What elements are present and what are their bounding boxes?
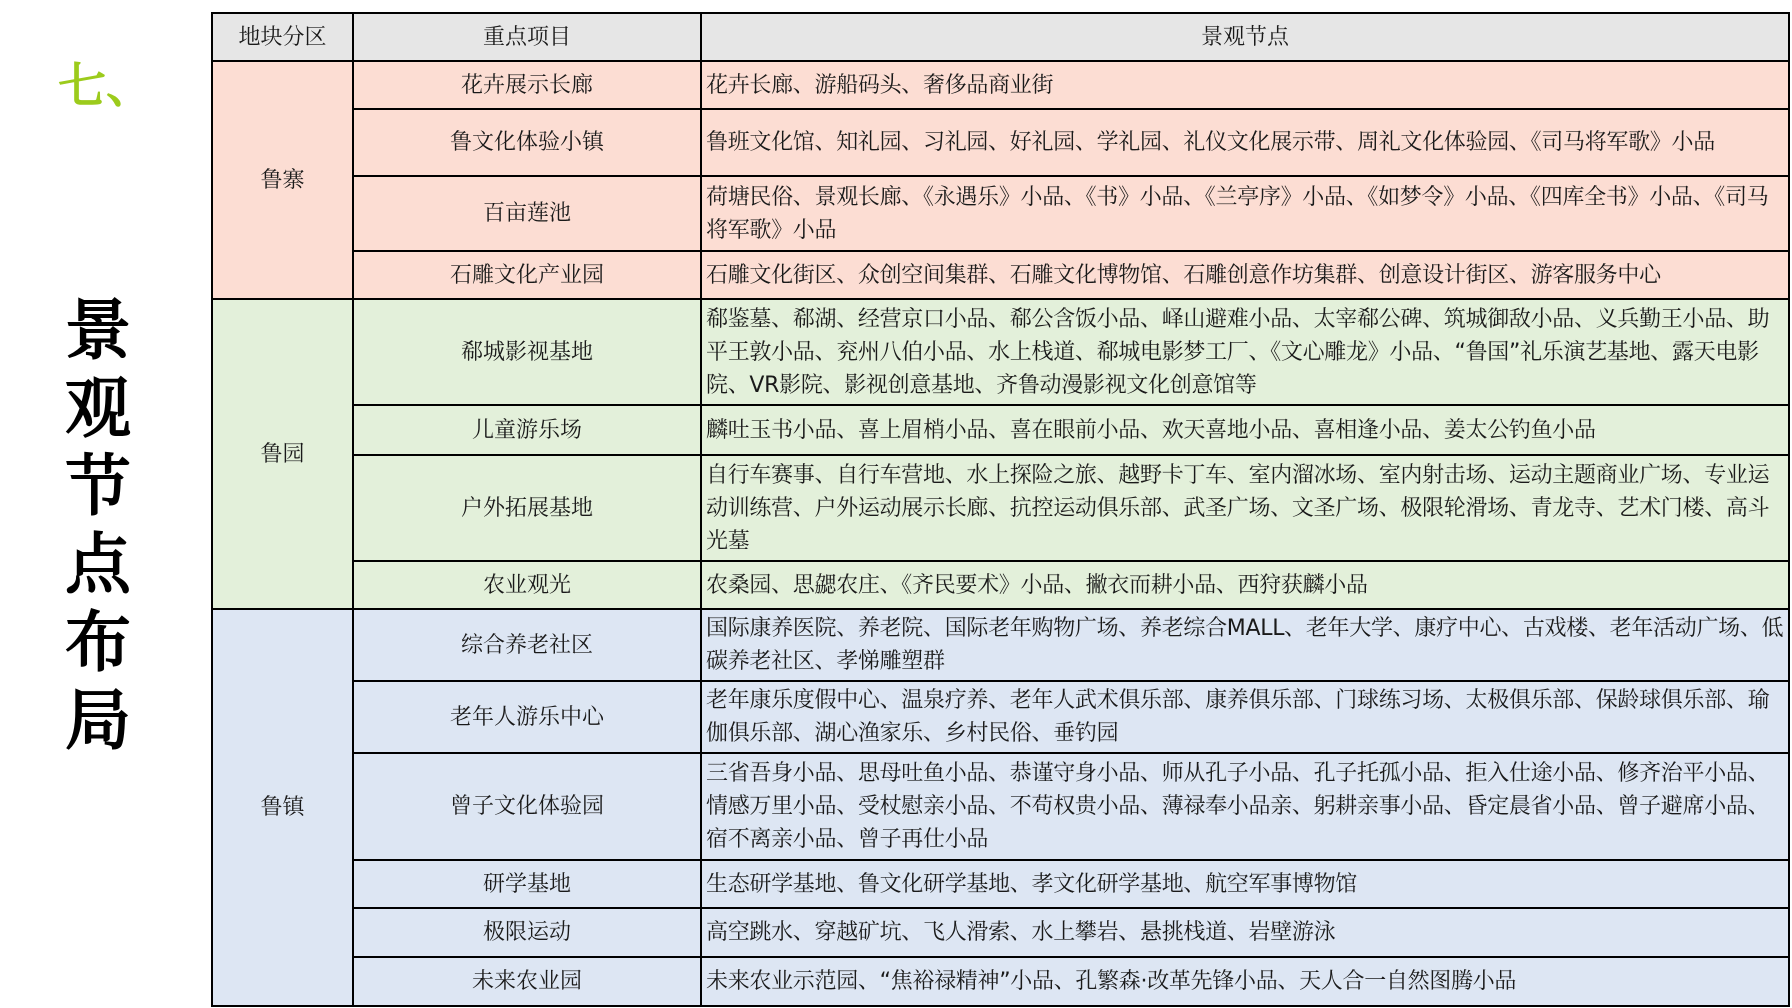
zone-cell-luzhen: 鲁镇 xyxy=(212,609,353,1006)
nodes-cell: 自行车赛事、自行车营地、水上探险之旅、越野卡丁车、室内溜冰场、室内射击场、运动主题商业广场、专业运动训练营、户外运动展示长廊、抗控运动俱乐部、武圣广场、文圣广场、极限轮滑场、青龙寺、艺术门楼、高斗光墓 xyxy=(701,455,1789,561)
table-row xyxy=(212,299,1789,405)
nodes-cell: 石雕文化街区、众创空间集群、石雕文化博物馆、石雕创意作坊集群、创意设计街区、游客服务中心 xyxy=(701,251,1789,299)
project-cell: 鲁文化体验小镇 xyxy=(353,109,701,176)
section-number: 七、 xyxy=(58,58,155,114)
header-nodes: 景观节点 xyxy=(701,13,1789,61)
project-cell: 老年人游乐中心 xyxy=(353,681,701,753)
table-row xyxy=(212,860,1789,908)
nodes-cell: 郗鉴墓、郗湖、经营京口小品、郗公含饭小品、峄山避难小品、太宰郗公碑、筑城御敌小品、义兵勤王小品、助平王敦小品、兖州八伯小品、水上栈道、郗城电影梦工厂、《文心雕龙》小品、“鲁国”礼乐演艺基地、露天电影院、VR影院、影视创意基地、齐鲁动漫影视文化创意馆等 xyxy=(701,299,1789,405)
nodes-cell: 农桑园、思勰农庄、《齐民要术》小品、撇衣而耕小品、西狩获麟小品 xyxy=(701,561,1789,609)
zone-cell-luyuan: 鲁园 xyxy=(212,299,353,609)
table-row xyxy=(212,109,1789,176)
nodes-cell: 麟吐玉书小品、喜上眉梢小品、喜在眼前小品、欢天喜地小品、喜相逢小品、姜太公钓鱼小品 xyxy=(701,405,1789,455)
project-cell: 曾子文化体验园 xyxy=(353,753,701,860)
nodes-cell: 三省吾身小品、思母吐鱼小品、恭谨守身小品、师从孔子小品、孔子托孤小品、拒入仕途小品、修齐治平小品、情感万里小品、受杖慰亲小品、不苟权贵小品、薄禄奉小品亲、躬耕亲事小品、昏定晨省小品、曾子避席小品、宿不离亲小品、曾子再仕小品 xyxy=(701,753,1789,860)
page-title: 景观节点布局 xyxy=(65,292,131,759)
project-cell: 研学基地 xyxy=(353,860,701,908)
table-row xyxy=(212,908,1789,957)
header-zone: 地块分区 xyxy=(212,13,353,61)
nodes-cell: 老年康乐度假中心、温泉疗养、老年人武术俱乐部、康养俱乐部、门球练习场、太极俱乐部、保龄球俱乐部、瑜伽俱乐部、湖心渔家乐、乡村民俗、垂钓园 xyxy=(701,681,1789,753)
nodes-cell: 未来农业示范园、“焦裕禄精神”小品、孔繁森·改革先锋小品、天人合一自然图腾小品 xyxy=(701,957,1789,1006)
project-cell: 花卉展示长廊 xyxy=(353,61,701,109)
nodes-cell: 高空跳水、穿越矿坑、飞人滑索、水上攀岩、悬挑栈道、岩壁游泳 xyxy=(701,908,1789,957)
left-panel xyxy=(0,0,200,1008)
table-row xyxy=(212,61,1789,109)
project-cell: 综合养老社区 xyxy=(353,609,701,681)
project-cell: 儿童游乐场 xyxy=(353,405,701,455)
project-cell: 农业观光 xyxy=(353,561,701,609)
project-cell: 石雕文化产业园 xyxy=(353,251,701,299)
landscape-node-table xyxy=(211,12,1790,1007)
zone-cell-luzhai: 鲁寨 xyxy=(212,61,353,299)
landscape-node-table-container xyxy=(211,12,1788,1007)
project-cell: 郗城影视基地 xyxy=(353,299,701,405)
table-row xyxy=(212,405,1789,455)
nodes-cell: 花卉长廊、游船码头、奢侈品商业街 xyxy=(701,61,1789,109)
project-cell: 户外拓展基地 xyxy=(353,455,701,561)
table-row xyxy=(212,561,1789,609)
project-cell: 未来农业园 xyxy=(353,957,701,1006)
table-row xyxy=(212,251,1789,299)
project-cell: 百亩莲池 xyxy=(353,176,701,251)
table-row xyxy=(212,957,1789,1006)
table-row xyxy=(212,753,1789,860)
nodes-cell: 国际康养医院、养老院、国际老年购物广场、养老综合MALL、老年大学、康疗中心、古戏楼、老年活动广场、低碳养老社区、孝悌雕塑群 xyxy=(701,609,1789,681)
table-header-row xyxy=(212,13,1789,61)
header-project: 重点项目 xyxy=(353,13,701,61)
nodes-cell: 荷塘民俗、景观长廊、《永遇乐》小品、《书》小品、《兰亭序》小品、《如梦令》小品、《四库全书》小品、《司马将军歌》小品 xyxy=(701,176,1789,251)
project-cell: 极限运动 xyxy=(353,908,701,957)
table-row xyxy=(212,609,1789,681)
table-row xyxy=(212,681,1789,753)
table-row xyxy=(212,176,1789,251)
nodes-cell: 生态研学基地、鲁文化研学基地、孝文化研学基地、航空军事博物馆 xyxy=(701,860,1789,908)
nodes-cell: 鲁班文化馆、知礼园、习礼园、好礼园、学礼园、礼仪文化展示带、周礼文化体验园、《司马将军歌》小品 xyxy=(701,109,1789,176)
table-row xyxy=(212,455,1789,561)
